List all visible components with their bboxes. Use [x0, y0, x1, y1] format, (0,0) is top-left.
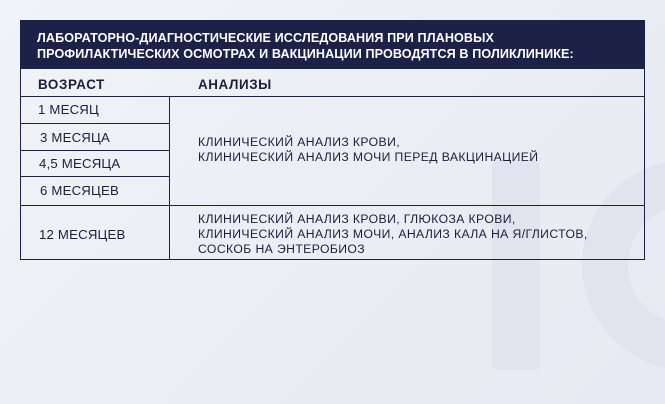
age-cell: 12 МЕСЯЦЕВ: [39, 227, 126, 242]
column-divider: [169, 96, 170, 259]
age-cell: 1 МЕСЯЦ: [38, 102, 99, 117]
info-table: [20, 20, 645, 260]
header-title-line-1: ЛАБОРАТОРНО-ДИАГНОСТИЧЕСКИЕ ИССЛЕДОВАНИЯ ПРИ ПЛАНОВЫХ: [37, 31, 495, 45]
tests-line: КЛИНИЧЕСКИЙ АНАЛИЗ МОЧИ, АНАЛИЗ КАЛА НА Я/ГЛИСТОВ,: [198, 227, 588, 241]
tests-line: СОСКОБ НА ЭНТЕРОБИОЗ: [198, 242, 366, 256]
tests-line: КЛИНИЧЕСКИЙ АНАЛИЗ КРОВИ,: [198, 135, 401, 149]
tests-line: КЛИНИЧЕСКИЙ АНАЛИЗ КРОВИ, ГЛЮКОЗА КРОВИ,: [198, 212, 516, 226]
age-cell: 3 МЕСЯЦА: [40, 130, 110, 145]
tests-line: КЛИНИЧЕСКИЙ АНАЛИЗ МОЧИ ПЕРЕД ВАКЦИНАЦИЕЙ: [198, 150, 539, 164]
age-cell: 6 МЕСЯЦЕВ: [40, 183, 119, 198]
row-divider: [21, 150, 169, 151]
row-divider: [21, 176, 169, 177]
column-header-age: ВОЗРАСТ: [38, 77, 105, 92]
header-divider: [21, 96, 644, 97]
row-divider: [21, 123, 169, 124]
header-title-line-2: ПРОФИЛАКТИЧЕСКИХ ОСМОТРАХ И ВАКЦИНАЦИИ ПРОВОДЯТСЯ В ПОЛИКЛИНИКЕ:: [37, 47, 574, 61]
age-cell: 4,5 МЕСЯЦА: [39, 156, 121, 171]
group-divider: [21, 205, 644, 206]
column-header-tests: АНАЛИЗЫ: [198, 77, 272, 92]
table-header: [21, 21, 644, 69]
